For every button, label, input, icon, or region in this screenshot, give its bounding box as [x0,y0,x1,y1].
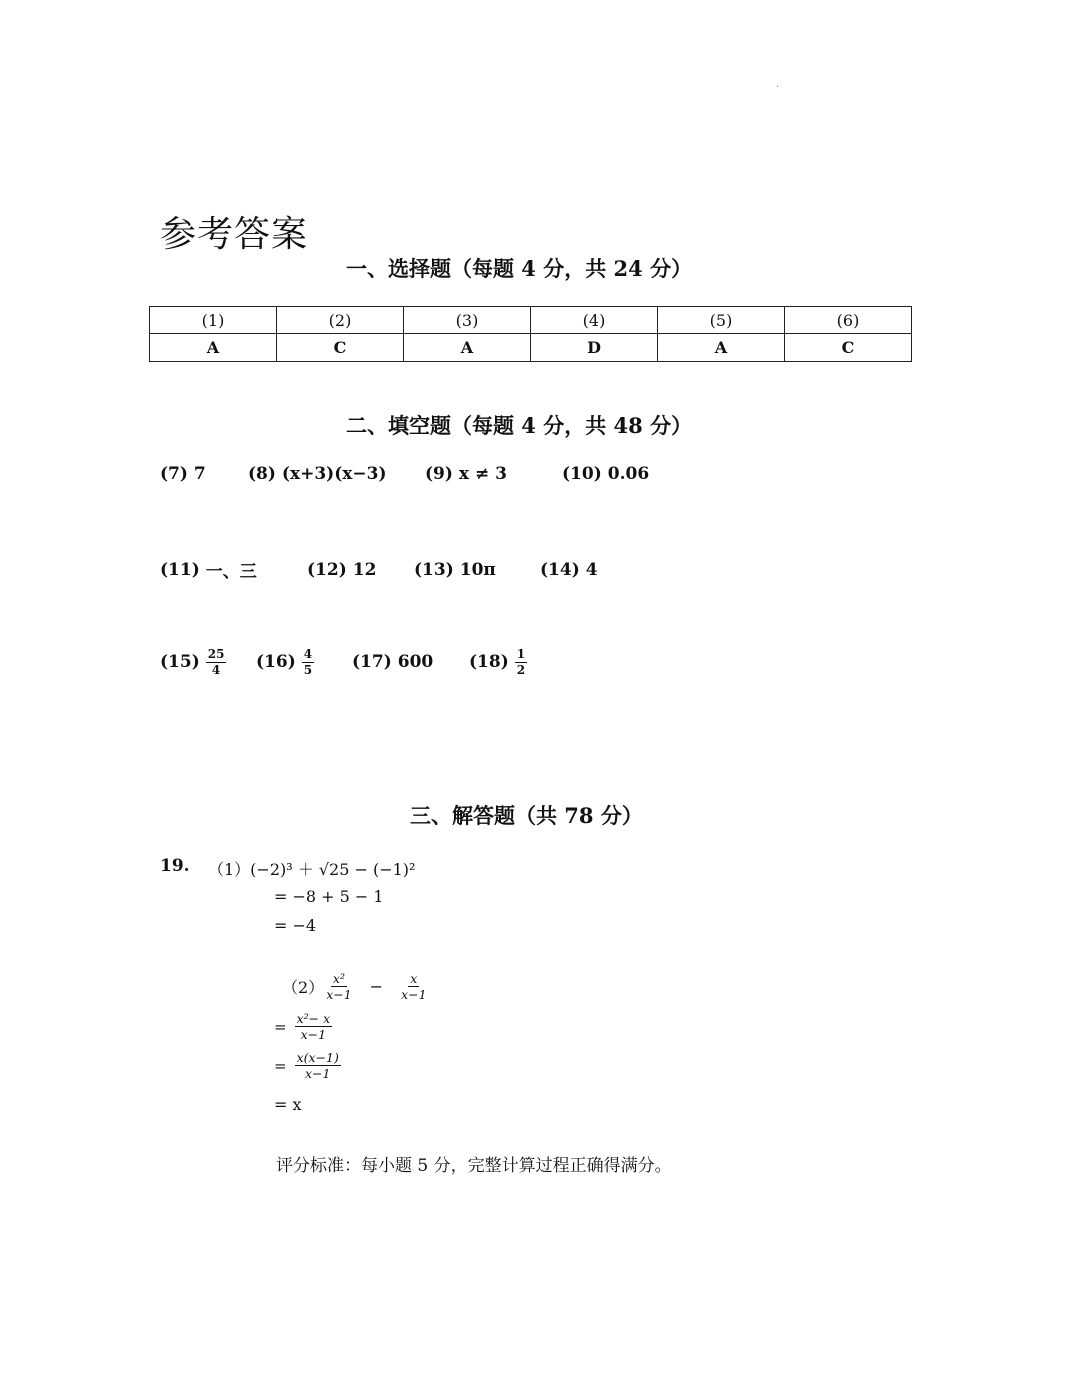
question-number: (10) [562,464,602,484]
question-number: (7) [160,464,188,484]
fraction-denominator: 4 [211,662,221,677]
question-number: (16) [256,652,296,673]
question-number: (15) [160,652,200,673]
fraction-term-2 [399,972,428,1001]
q19-part1-step2: = −4 [274,916,317,935]
fraction-numerator: 4 [303,647,313,661]
fraction-numerator: x² [332,971,345,986]
answer-value: 12 [352,559,377,580]
table-answer-cell: A [150,334,277,362]
page-title: 参考答案 [160,214,309,256]
answer-fraction [515,648,527,676]
question-19-label: 19. [160,856,190,876]
fill-answer-18 [469,648,527,676]
scoring-note: 评分标准：每小题 5 分，完整计算过程正确得满分。 [276,1156,672,1176]
table-header-cell: (4) [531,307,658,334]
fraction-numerator: x [410,971,418,986]
section-heading-multiple-choice: 一、选择题（每题 4 分，共 24 分） [346,256,693,281]
fraction-denominator: x−1 [304,1066,331,1082]
question-number: (8) [248,464,276,484]
fill-answers-row-3 [160,648,527,676]
table-answer-cell: C [277,334,404,362]
answer-value: 一、三 [205,562,257,582]
answer-value: 0.06 [607,464,650,484]
answer-table [149,306,912,362]
table-answer-cell: D [531,334,658,362]
fill-answer-12 [307,560,414,580]
answer-value: 10π [459,559,496,580]
equals-sign: = [274,1056,287,1075]
fraction-denominator: x−1 [300,1027,327,1043]
q19-part1-step1: = −8 + 5 − 1 [274,887,384,906]
section-heading-solutions: 三、解答题（共 78 分） [410,803,643,828]
fill-answers-row-1 [160,464,649,484]
answer-value: 7 [193,464,206,484]
table-answer-cell: A [658,334,785,362]
fill-answer-8 [248,464,425,484]
fill-answer-11 [160,557,307,582]
fraction-step-2 [295,1051,341,1080]
q19-part1-expression: （1）(−2)³ ＋ √25 − (−1)² [208,860,416,879]
fraction-denominator: x−1 [401,987,427,1003]
answer-value: 600 [397,652,434,673]
fill-answer-17 [352,652,469,672]
table-header-cell: (6) [785,307,912,334]
table-answer-cell: A [404,334,531,362]
fill-answer-14 [540,560,598,580]
question-number: (11) [160,559,200,580]
answer-value: 4 [585,559,598,580]
fraction-step-1 [295,1012,333,1041]
table-header-cell: (5) [658,307,785,334]
answer-fraction [206,648,227,676]
q19-part2-label: （2） [282,978,325,998]
fraction-denominator: 5 [303,662,313,677]
fraction-numerator: 1 [516,647,526,661]
question-number: (18) [469,652,509,673]
section-heading-fill-in: 二、填空题（每题 4 分，共 48 分） [346,413,693,438]
table-answer-row [150,334,912,362]
table-header-cell: (1) [150,307,277,334]
table-answer-cell: C [785,334,912,362]
q19-part2-final: = x [274,1095,302,1114]
fill-answer-15 [160,648,256,676]
corner-mark: · [776,82,780,93]
table-header-row [150,307,912,334]
fill-answer-16 [256,648,352,676]
question-number: (12) [307,559,347,580]
answer-fraction [302,648,314,676]
q19-part2-step2 [274,1051,341,1080]
equals-sign: = [274,1017,287,1036]
fill-answer-10 [562,464,649,484]
table-header-cell: (3) [404,307,531,334]
question-number: (9) [425,464,453,484]
fill-answer-7 [160,464,248,484]
question-number: (13) [414,559,454,580]
fill-answer-13 [414,560,540,580]
fraction-numerator: x²− x [296,1011,331,1026]
question-number: (17) [352,652,392,673]
fill-answers-row-2 [160,557,598,582]
fraction-term-1 [324,972,353,1001]
answer-value: x ≠ 3 [458,464,507,484]
table-header-cell: (2) [277,307,404,334]
minus-sign: − [369,977,384,997]
question-number: (14) [540,559,580,580]
answer-value: (x+3)(x−3) [281,464,387,484]
fraction-denominator: x−1 [326,987,352,1003]
fraction-denominator: 2 [516,662,526,677]
fraction-numerator: x(x−1) [296,1050,339,1065]
q19-part2-step1 [274,1012,332,1041]
fill-answer-9 [425,464,562,484]
q19-part2-expression [282,972,429,1001]
fraction-numerator: 25 [207,647,225,661]
